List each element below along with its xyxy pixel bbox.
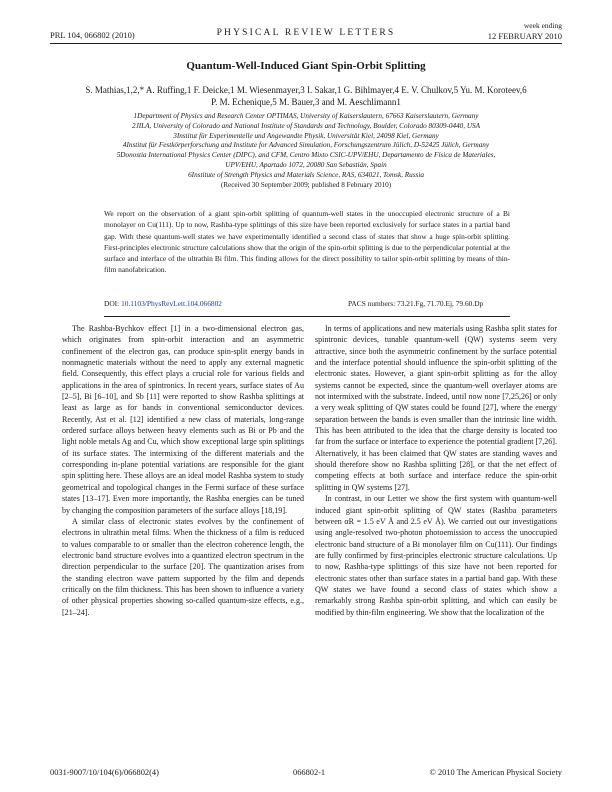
affiliation: 6Institute of Strength Physics and Materials Science, RAS, 634021, Tomsk, Russia bbox=[188, 170, 424, 179]
running-header bbox=[50, 20, 562, 40]
journal-name: PHYSICAL REVIEW LETTERS bbox=[216, 28, 396, 38]
article-code: 0031-9007/10/104(6)/066802(4) bbox=[50, 768, 159, 777]
affiliation: 4Institut für Festkörperforschung and Institute for Advanced Simulation, Forschungszentrum Jülich, D-52425 Jülich, Germany bbox=[122, 141, 490, 150]
body-column-right bbox=[315, 323, 557, 618]
copyright: © 2010 The American Physical Society bbox=[429, 768, 562, 777]
issue-date bbox=[488, 20, 562, 41]
journal-reference: PRL 104, 066802 (2010) bbox=[50, 30, 135, 40]
doi-label: DOI: bbox=[104, 299, 120, 308]
paragraph: The Rashba-Bychkov effect [1] in a two-dimensional electron gas, which originates from spin-orbit interaction and an asymmetric confinement of the electron gas, can produce spin-split energy bands in nonmagnetic materials without the need to apply any external magnetic field. Consequently, this effect plays a crucial role for various fields and applications in the area of spintronics. In recent years, surface states of Au [2–5], Bi [6–10], and Sb [11] were reported to show Rashba splittings at least as large as for bands in conventional semiconductor devices. Recently, Ast et al. [12] identified a new class of materials, long-range ordered surface alloys between heavy elements such as Bi or Pb and the light noble metals Ag and Cu, which show exceptional large spin splittings of its surface states. The intermixing of the different materials and the corresponding in-plane potential variations are responsible for the giant spin splitting here. These alloys are an ideal model Rashba system to study geometrical and topological changes in the Fermi surface of these surface states [13–17]. Even more importantly, the Rashba energies can be tuned by changing the composition parameters of the surface alloys [18,19]. bbox=[62, 324, 304, 515]
paragraph: In contrast, in our Letter we show the first system with quantum-well induced giant spin-orbit splitting of QW states (Rashba parameters between αR = 1.5 eV Å and 2.5 eV Å). We carried out our investigations using angle-resolved two-photon photoemission to access the unoccupied electronic band structure of a Bi monolayer film on Cu(111). Our findings are fully confirmed by first-principles electronic structure calculations. Up to now, Rashba-type splittings of this size have not been reported for electronic states other than surface states in a partial band gap. With these QW states we have found a second class of states which show a remarkably strong Rashba spin-orbit splitting, and which can easily be modified by thin-film engineering. We show that the localization of the bbox=[315, 494, 557, 617]
affiliation: 3Institut für Experimentelle und Angewandte Physik, Universität Kiel, 24098 Kiel, Germany bbox=[173, 131, 439, 140]
affiliation: 1Department of Physics and Research Center OPTIMAS, University of Kaiserslautern, 67663 Kaiserslautern, Germany bbox=[133, 112, 479, 120]
header-rule bbox=[50, 43, 562, 44]
week-label: week ending bbox=[523, 21, 562, 30]
body-column-left bbox=[62, 323, 304, 618]
affiliation: UPV/EHU, Apartado 1072, 20080 San Sebastián, Spain bbox=[225, 160, 387, 169]
doi-line bbox=[104, 299, 510, 308]
date: 12 FEBRUARY 2010 bbox=[487, 31, 562, 41]
page-number: 066802-1 bbox=[293, 768, 326, 777]
paragraph: A similar class of electronic states evolves by the confinement of electrons in ultrathin metal films. When the thickness of a film is reduced to values comparable to or smaller than the electron coherence length, the electronic band structure evolves into a quantized electron spectrum in the direction perpendicular to the surface [20]. The quantization arises from the standing electron wave pattern supported by the film and depends critically on the film thickness. This has been shown to influence a variety of other physical properties showing so-called quantum-size effects, e.g., [21–24]. bbox=[62, 516, 304, 617]
author-list bbox=[50, 84, 562, 108]
affiliation: 2JILA, University of Colorado and National Institute of Standards and Technology, Boulder, Colorado 80309-0440, USA bbox=[131, 121, 481, 130]
abstract: We report on the observation of a giant spin-orbit splitting of quantum-well states in the unoccupied electronic structure of a Bi monolayer on Cu(111). Up to now, Rashba-type splittings of this size have been reported exclusively for surface states in a partial band gap. With these quantum-well states we have experimentally identified a second class of states that show a huge spin-orbit splitting. First-principles electronic structure calculations show that the origin of the spin-orbit splitting is due to the perpendicular potential at the surface and interface of the ultrathin Bi film. This finding allows for the direct possibility to tailor spin-orbit splitting by means of thin-film nanofabrication. bbox=[104, 209, 510, 275]
authors-line-2: P. M. Echenique,5 M. Bauer,3 and M. Aeschlimann1 bbox=[211, 97, 401, 107]
abstract-rule bbox=[104, 316, 510, 317]
paragraph: In terms of applications and new materials using Rashba split states for spintronic devices, tunable quantum-well (QW) systems seem very attractive, since both the asymmetric confinement by the surface potential and the interface potential should influence the spin-orbit splitting of the electronic states. However, a giant spin-orbit splitting as for the alloy systems cannot be expected, since the quantum-well overlayer atoms are not intermixed with the substrate. Indeed, until now none [7,25,26] or only a very weak splitting of QW states could be found [27], where the energy separation between the bands is even smaller than the intrinsic line width. This has been attributed to the idea that the charge density is located too far from the surface or interface to experience the potential gradient [7,26]. Alternatively, it has been claimed that QW states are standing waves and should therefore show no Rashba splitting [28], or that the net effect of competing effects at both surface and interface reduce the spin-orbit splitting in QW systems [27]. bbox=[315, 324, 557, 492]
doi-link[interactable]: 10.1103/PhysRevLett.104.066802 bbox=[121, 299, 222, 308]
authors-line-1: S. Mathias,1,2,* A. Ruffing,1 F. Deicke,1 M. Wiesenmayer,3 I. Sakar,1 G. Bihlmayer,4 E. V. Chulkov,5 Yu. M. Koroteev,6 bbox=[85, 85, 527, 95]
received-date: (Received 30 September 2009; published 8 February 2010) bbox=[220, 180, 392, 189]
affiliation: 5Donostia International Physics Center (DIPC), and CFM, Centro Mixto CSIC-UPV/EHU, Departamento de Física de Materiales, bbox=[116, 151, 496, 160]
pacs-numbers: PACS numbers: 73.21.Fg, 71.70.Ej, 79.60.Dp bbox=[348, 299, 484, 308]
affiliations bbox=[50, 112, 562, 190]
paper-title: Quantum-Well-Induced Giant Spin-Orbit Splitting bbox=[186, 60, 426, 72]
